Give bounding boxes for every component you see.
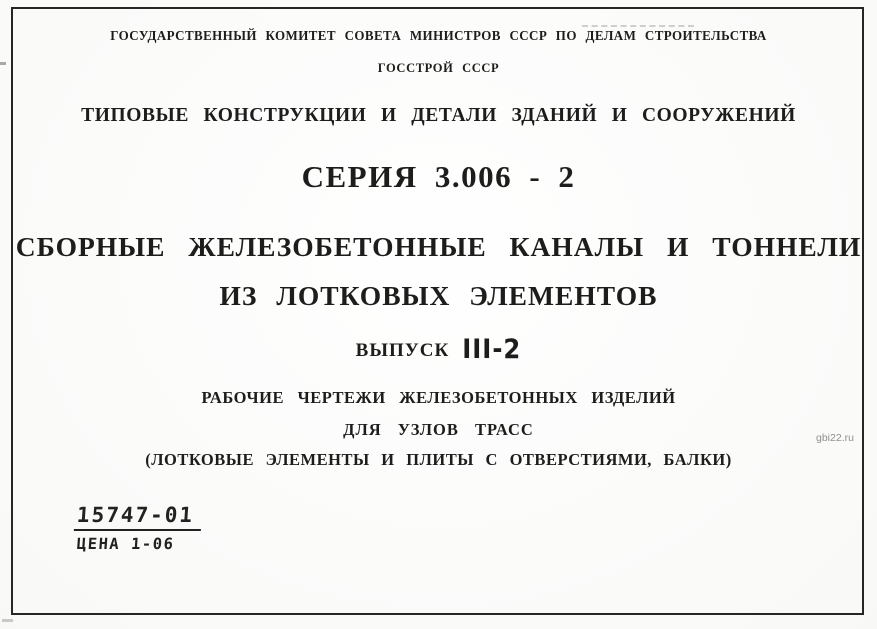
subtitle-line1: РАБОЧИЕ ЧЕРТЕЖИ ЖЕЛЕЗОБЕТОННЫХ ИЗДЕЛИЙ xyxy=(201,388,676,407)
header-gosstroy-line: ГОССТРОЙ СССР xyxy=(377,61,500,75)
stamp-catalog-number: 15747-01 xyxy=(74,503,203,531)
main-title-line1: СБОРНЫЕ ЖЕЛЕЗОБЕТОННЫЕ КАНАЛЫ И ТОННЕЛИ xyxy=(15,231,862,262)
subtitle-line2: ДЛЯ УЗЛОВ ТРАСС xyxy=(343,420,534,439)
main-title-line2: ИЗ ЛОТКОВЫХ ЭЛЕМЕНТОВ xyxy=(219,280,658,311)
series-caption: ТИПОВЫЕ КОНСТРУКЦИИ И ДЕТАЛИ ЗДАНИЙ И СООРУЖЕНИЙ xyxy=(81,105,796,126)
series-title: СЕРИЯ 3.006 - 2 xyxy=(301,159,576,194)
price-value: 1-06 xyxy=(130,535,176,553)
stamp-price-line xyxy=(72,535,200,553)
scan-noise-mark xyxy=(2,619,13,622)
issue-line xyxy=(0,334,877,365)
issue-label: ВЫПУСК xyxy=(355,340,450,361)
site-watermark: gbi22.ru xyxy=(816,432,854,444)
header-committee-line: ГОСУДАРСТВЕННЫЙ КОМИТЕТ СОВЕТА МИНИСТРОВ СССР ПО ДЕЛАМ СТРОИТЕЛЬСТВА xyxy=(110,27,767,44)
subtitle-line3: (ЛОТКОВЫЕ ЭЛЕМЕНТЫ И ПЛИТЫ С ОТВЕРСТИЯМИ, БАЛКИ) xyxy=(145,450,732,469)
price-stamp xyxy=(72,503,203,553)
issue-number: III-2 xyxy=(462,334,522,365)
price-label: ЦЕНА xyxy=(76,535,121,553)
